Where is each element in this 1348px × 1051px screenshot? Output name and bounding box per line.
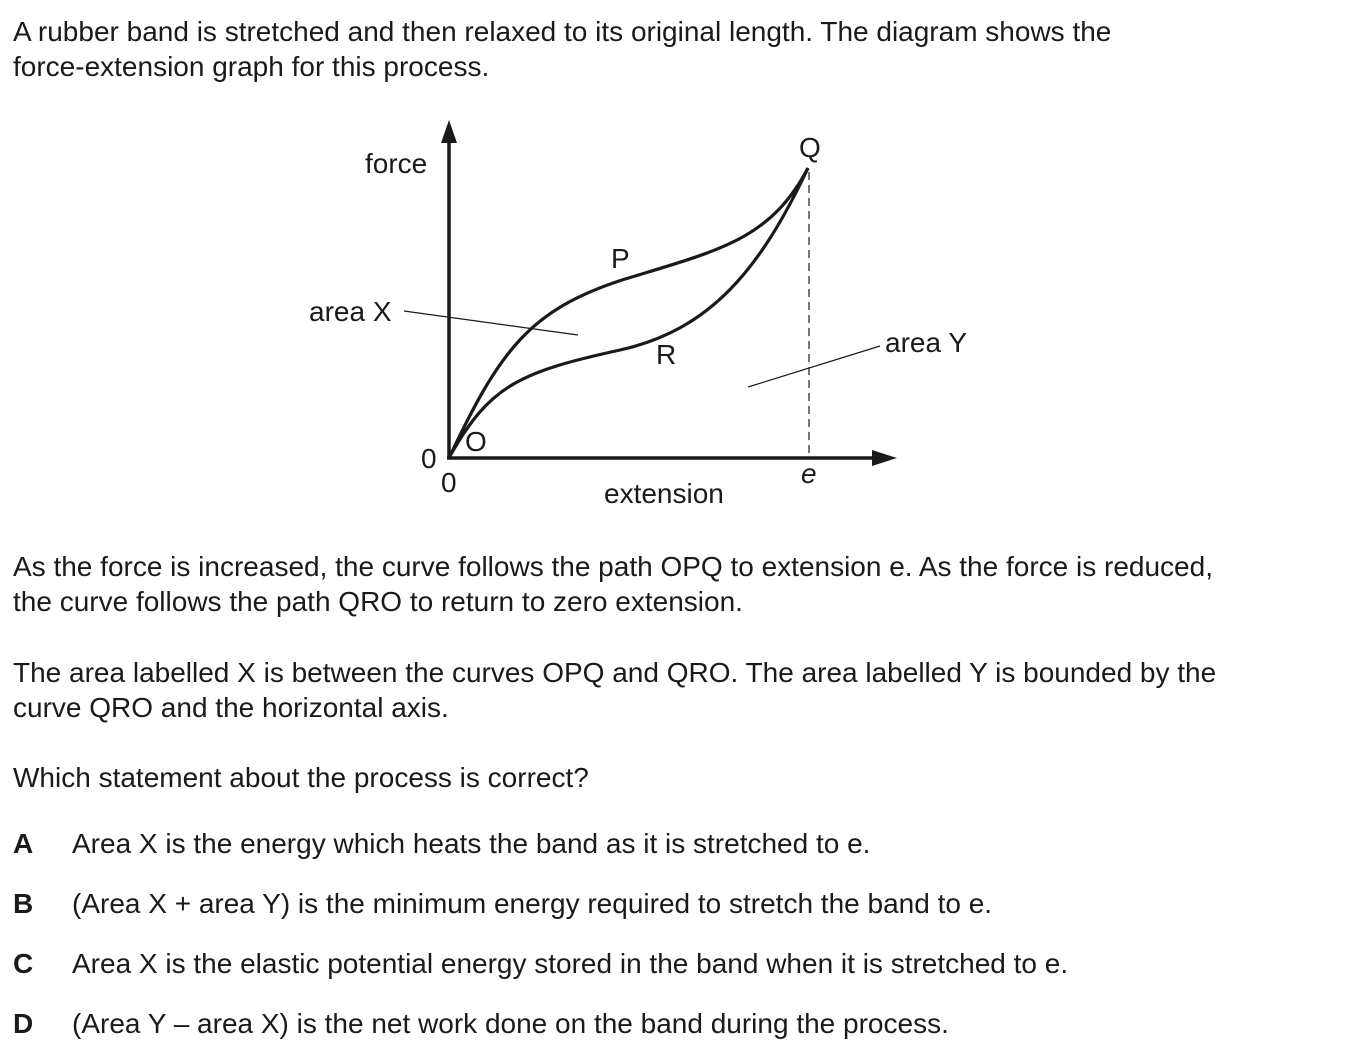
y-axis-arrow (441, 120, 457, 143)
option-text: Area X is the energy which heats the band as it is stretched to e. (72, 828, 871, 859)
option-text: (Area Y – area X) is the net work done on the band during the process. (72, 1008, 949, 1039)
question-prompt: Which statement about the process is correct? (13, 762, 589, 793)
paragraph2-line-2: curve QRO and the horizontal axis. (13, 692, 449, 723)
option-letter: C (13, 948, 34, 979)
point-o-label: O (465, 426, 487, 457)
option-letter: A (13, 828, 34, 859)
area-y-label: area Y (885, 327, 967, 358)
x-axis-label: extension (604, 478, 724, 509)
x-axis-arrow (872, 450, 897, 466)
y-axis-label: force (365, 148, 428, 179)
curve-qro (450, 168, 808, 456)
extension-mark: e (801, 458, 817, 489)
origin-x-label: 0 (441, 467, 457, 498)
question-intro (13, 14, 1333, 84)
paragraph1-line-2: the curve follows the path QRO to return to zero extension. (13, 586, 743, 617)
intro-line-1: A rubber band is stretched and then relaxed to its original length. The diagram shows the (13, 16, 1112, 47)
area-x-leader (404, 311, 578, 335)
paragraph2-line-1: The area labelled X is between the curves OPQ and QRO. The area labelled Y is bounded by the (13, 657, 1217, 688)
option-letter: D (13, 1008, 34, 1039)
area-x-label: area X (309, 296, 392, 327)
paragraph-area-description (13, 655, 1333, 725)
origin-y-label: 0 (421, 443, 437, 474)
paragraph-path-description (13, 549, 1333, 619)
point-r-label: R (656, 339, 677, 370)
option-text: Area X is the elastic potential energy stored in the band when it is stretched to e. (72, 948, 1069, 979)
point-p-label: P (611, 243, 630, 274)
paragraph1-line-1: As the force is increased, the curve follows the path OPQ to extension e. As the force is reduced, (13, 551, 1213, 582)
area-y-leader (748, 346, 880, 387)
curve-opq (450, 168, 808, 456)
intro-line-2: force-extension graph for this process. (13, 51, 490, 82)
point-q-label: Q (799, 132, 821, 163)
option-letter: B (13, 888, 34, 919)
option-text: (Area X + area Y) is the minimum energy required to stretch the band to e. (72, 888, 993, 919)
